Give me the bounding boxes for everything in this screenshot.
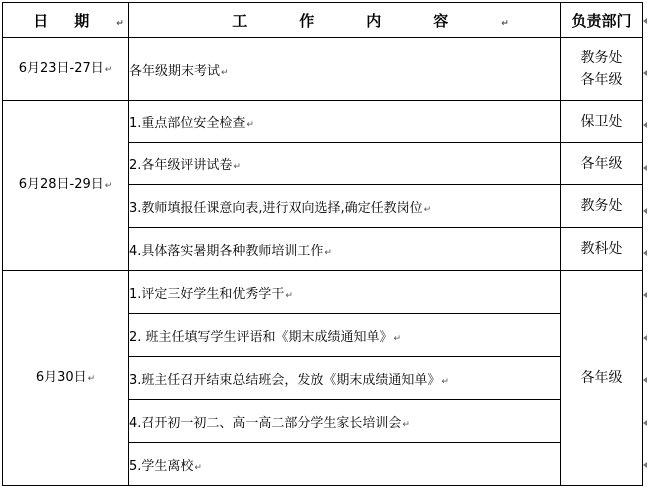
work-cell: 各年级期末考试↵ (129, 38, 561, 101)
row-end-marker-icon (643, 250, 647, 256)
schedule-table (2, 2, 643, 486)
dept-cell: 保卫处 (561, 101, 643, 143)
work-cell: 4.具体落实暑期各种教师培训工作↵ (129, 228, 561, 271)
row-end-marker-icon (643, 377, 647, 383)
date-cell: 6月30日↵ (3, 271, 129, 486)
work-cell: 5.学生离校↵ (129, 443, 561, 486)
work-cell: 1.评定三好学生和优秀学干↵ (129, 271, 561, 314)
header-dept: 负责部门 (561, 3, 643, 38)
dept-cell: 教务处 (561, 185, 643, 228)
row-end-marker-icon (643, 335, 647, 341)
work-cell: 2. 班主任填写学生评语和《期末成绩通知单》↵ (129, 314, 561, 357)
row-end-marker-icon (643, 292, 647, 298)
row-end-marker-icon (643, 18, 647, 24)
date-cell: 6月28日-29日↵ (3, 101, 129, 271)
dept-cell: 各年级 (561, 143, 643, 185)
dept-cell: 各年级 (561, 271, 643, 486)
work-cell: 3.班主任召开结束总结班会，发放《期末成绩通知单》↵ (129, 357, 561, 400)
work-cell: 1.重点部位安全检查↵ (129, 101, 561, 143)
header-work: 工作内容↵ (129, 3, 561, 38)
row-end-markers (643, 0, 648, 485)
table-row (3, 101, 643, 143)
row-end-marker-icon (643, 420, 647, 426)
row-end-marker-icon (643, 165, 647, 171)
work-cell: 4.召开初一初二、高一高二部分学生家长培训会↵ (129, 400, 561, 443)
row-end-marker-icon (643, 208, 647, 214)
row-end-marker-icon (643, 122, 647, 128)
header-date: 日期↵ (3, 3, 129, 38)
dept-line: 各年级 (580, 72, 623, 88)
row-end-marker-icon (643, 70, 647, 76)
work-cell: 3.教师填报任课意向表,进行双向选择,确定任教岗位↵ (129, 185, 561, 228)
dept-cell: 教科处 (561, 228, 643, 271)
dept-line: 教务处 (580, 50, 623, 66)
dept-cell (561, 38, 643, 101)
work-cell: 2.各年级评讲试卷↵ (129, 143, 561, 185)
date-cell: 6月23日-27日↵ (3, 38, 129, 101)
table-row (3, 271, 643, 314)
table-row (3, 38, 643, 101)
row-end-marker-icon (643, 462, 647, 468)
header-row (3, 3, 643, 38)
